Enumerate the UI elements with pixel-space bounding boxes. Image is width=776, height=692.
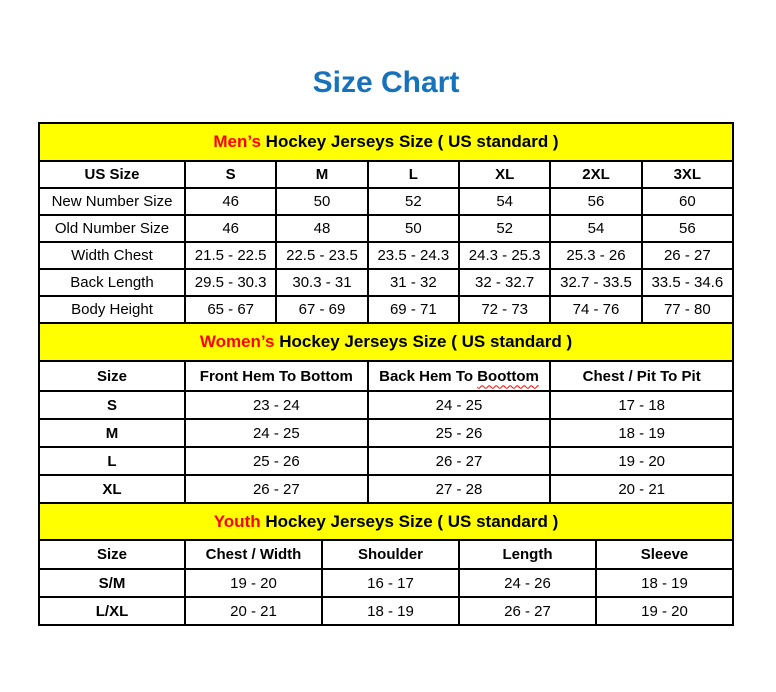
youth-cell: 26 - 27 <box>460 598 595 624</box>
mens-cell: 21.5 - 22.5 <box>186 243 275 268</box>
womens-banner <box>40 324 732 360</box>
youth-cell: 20 - 21 <box>186 598 321 624</box>
womens-col-header: Front Hem To Bottom <box>186 362 367 390</box>
womens-back-hem-misspelled-word: Boottom <box>477 367 539 385</box>
mens-row-label: Width Chest <box>40 243 184 268</box>
womens-cell: 26 - 27 <box>369 448 550 474</box>
womens-back-hem-text <box>379 368 539 385</box>
mens-cell: 67 - 69 <box>277 297 366 322</box>
mens-col-header: XL <box>460 162 549 187</box>
womens-cell: 25 - 26 <box>369 420 550 446</box>
womens-size-table <box>40 324 732 502</box>
mens-banner <box>40 124 732 160</box>
mens-col-header: S <box>186 162 275 187</box>
womens-cell: 24 - 25 <box>186 420 367 446</box>
mens-cell: 46 <box>186 189 275 214</box>
mens-cell: 54 <box>551 216 640 241</box>
mens-cell: 50 <box>277 189 366 214</box>
mens-cell: 33.5 - 34.6 <box>643 270 732 295</box>
womens-cell: 27 - 28 <box>369 476 550 502</box>
mens-cell: 74 - 76 <box>551 297 640 322</box>
youth-size-table <box>40 504 732 624</box>
youth-banner-text <box>214 512 559 532</box>
size-tables-container <box>38 122 734 626</box>
mens-col-header: M <box>277 162 366 187</box>
mens-cell: 60 <box>643 189 732 214</box>
mens-cell: 46 <box>186 216 275 241</box>
mens-cell: 30.3 - 31 <box>277 270 366 295</box>
youth-row-label: L/XL <box>40 598 184 624</box>
youth-row-label: S/M <box>40 570 184 596</box>
youth-banner <box>40 504 732 539</box>
womens-back-hem-prefix: Back Hem To <box>379 367 474 385</box>
youth-banner-highlight: Youth <box>213 511 261 531</box>
youth-cell: 19 - 20 <box>186 570 321 596</box>
youth-col-header: Length <box>460 541 595 568</box>
page-title: Size Chart <box>312 66 460 99</box>
mens-cell: 23.5 - 24.3 <box>369 243 458 268</box>
womens-cell: 18 - 19 <box>551 420 732 446</box>
womens-col-header-back-hem <box>369 362 550 390</box>
mens-row-label: Back Length <box>40 270 184 295</box>
womens-row-label: L <box>40 448 184 474</box>
womens-cell: 19 - 20 <box>551 448 732 474</box>
womens-cell: 24 - 25 <box>369 392 550 418</box>
mens-cell: 52 <box>369 189 458 214</box>
mens-banner-highlight: Men’s <box>213 132 261 151</box>
womens-banner-text <box>200 332 572 352</box>
womens-row-label: S <box>40 392 184 418</box>
mens-row-label: Body Height <box>40 297 184 322</box>
youth-cell: 24 - 26 <box>460 570 595 596</box>
mens-cell: 29.5 - 30.3 <box>186 270 275 295</box>
mens-banner-rest: Hockey Jerseys Size ( US standard ) <box>265 132 559 151</box>
youth-col-header: Size <box>40 541 184 568</box>
mens-row-label: New Number Size <box>40 189 184 214</box>
womens-banner-rest: Hockey Jerseys Size ( US standard ) <box>279 332 573 351</box>
mens-col-header: L <box>369 162 458 187</box>
womens-cell: 25 - 26 <box>186 448 367 474</box>
mens-cell: 24.3 - 25.3 <box>460 243 549 268</box>
mens-cell: 69 - 71 <box>369 297 458 322</box>
womens-row-label: M <box>40 420 184 446</box>
mens-cell: 77 - 80 <box>643 297 732 322</box>
youth-col-header: Chest / Width <box>186 541 321 568</box>
youth-cell: 18 - 19 <box>323 598 458 624</box>
mens-cell: 48 <box>277 216 366 241</box>
womens-cell: 23 - 24 <box>186 392 367 418</box>
mens-col-header: US Size <box>40 162 184 187</box>
mens-col-header: 3XL <box>643 162 732 187</box>
mens-banner-text <box>213 132 558 152</box>
mens-cell: 54 <box>460 189 549 214</box>
womens-col-header: Size <box>40 362 184 390</box>
youth-col-header: Sleeve <box>597 541 732 568</box>
mens-cell: 32 - 32.7 <box>460 270 549 295</box>
womens-col-header: Chest / Pit To Pit <box>551 362 732 390</box>
mens-cell: 56 <box>643 216 732 241</box>
womens-row-label: XL <box>40 476 184 502</box>
youth-banner-rest: Hockey Jerseys Size ( US standard ) <box>265 511 559 531</box>
mens-cell: 65 - 67 <box>186 297 275 322</box>
mens-size-table <box>40 124 732 322</box>
mens-cell: 26 - 27 <box>643 243 732 268</box>
womens-cell: 26 - 27 <box>186 476 367 502</box>
mens-cell: 72 - 73 <box>460 297 549 322</box>
womens-banner-highlight: Women’s <box>199 332 275 351</box>
youth-col-header: Shoulder <box>323 541 458 568</box>
mens-row-label: Old Number Size <box>40 216 184 241</box>
womens-cell: 20 - 21 <box>551 476 732 502</box>
youth-cell: 16 - 17 <box>323 570 458 596</box>
youth-cell: 19 - 20 <box>597 598 732 624</box>
youth-cell: 18 - 19 <box>597 570 732 596</box>
mens-cell: 31 - 32 <box>369 270 458 295</box>
womens-cell: 17 - 18 <box>551 392 732 418</box>
mens-cell: 25.3 - 26 <box>551 243 640 268</box>
mens-cell: 56 <box>551 189 640 214</box>
mens-cell: 50 <box>369 216 458 241</box>
mens-cell: 22.5 - 23.5 <box>277 243 366 268</box>
mens-cell: 32.7 - 33.5 <box>551 270 640 295</box>
mens-cell: 52 <box>460 216 549 241</box>
mens-col-header: 2XL <box>551 162 640 187</box>
